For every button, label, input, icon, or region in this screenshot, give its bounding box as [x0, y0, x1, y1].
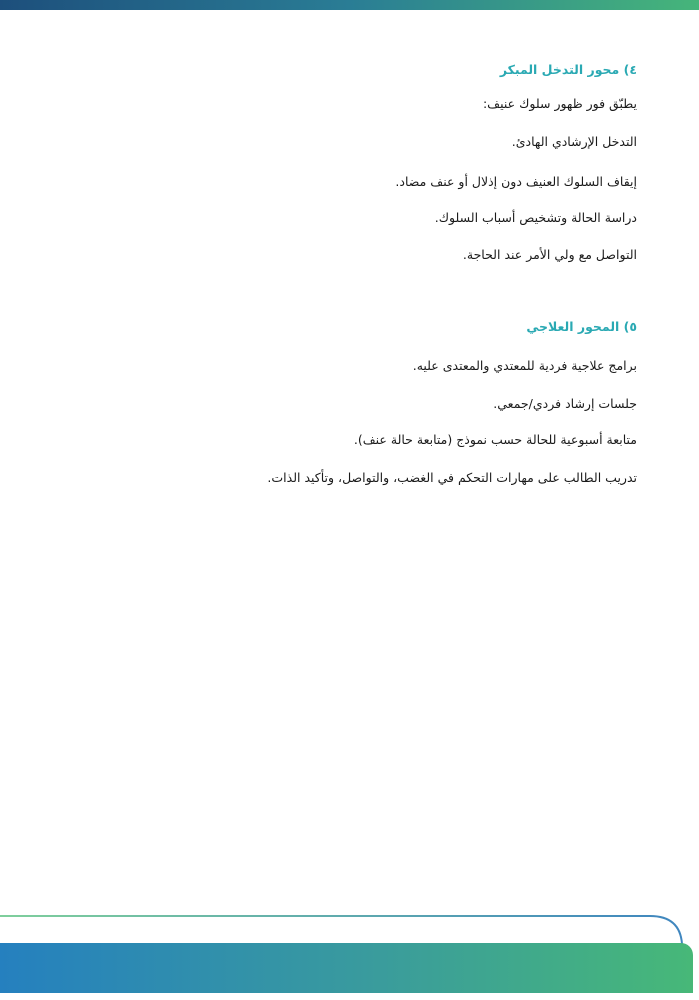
section-5-item: برامج علاجية فردية للمعتدي والمعتدى عليه.	[412, 358, 637, 373]
section-5-item: تدريب الطالب على مهارات التحكم في الغضب، والتواصل، وتأكيد الذات.	[267, 470, 637, 485]
section-4-item: التواصل مع ولي الأمر عند الحاجة.	[462, 247, 637, 262]
section-4-item: التدخل الإرشادي الهادئ.	[511, 134, 637, 149]
section-4-item: يطبّق فور ظهور سلوك عنيف:	[482, 96, 637, 111]
header-gradient-bar	[0, 0, 699, 10]
section-4-heading: ٤) محور التدخل المبكر	[499, 62, 637, 77]
section-5-heading: ٥) المحور العلاجي	[526, 319, 637, 334]
footer-gradient-band	[0, 943, 693, 993]
section-4-item: إيقاف السلوك العنيف دون إذلال أو عنف مضاد.	[395, 174, 637, 189]
section-5-item: جلسات إرشاد فردي/جمعي.	[493, 396, 637, 411]
section-5-item: متابعة أسبوعية للحالة حسب نموذج (متابعة حالة عنف).	[353, 432, 637, 447]
section-4-item: دراسة الحالة وتشخيص أسباب السلوك.	[434, 210, 637, 225]
